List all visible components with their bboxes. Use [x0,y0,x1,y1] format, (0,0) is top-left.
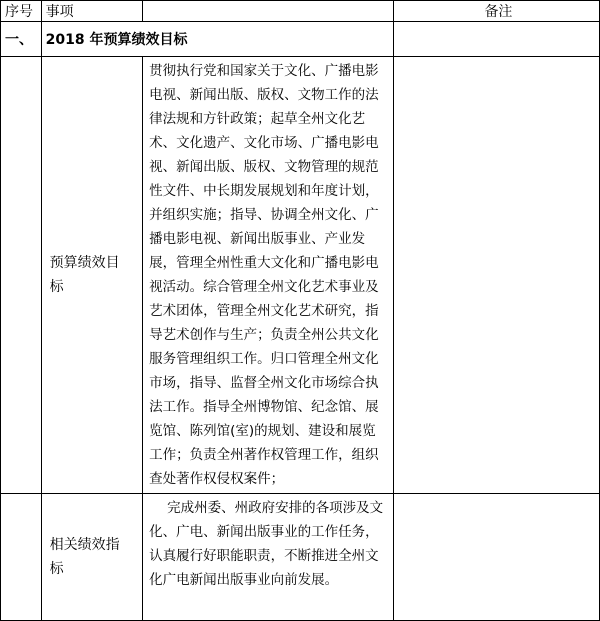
row-seq-blank [1,57,42,494]
section-row [1,22,600,57]
row-seq-blank [1,494,42,621]
header-content-blank [143,1,394,22]
row-note [393,57,599,494]
header-note: 备注 [393,1,599,22]
header-seq: 序号 [1,1,42,22]
table-header-row [1,1,600,22]
section-title: 2018 年预算绩效目标 [41,22,393,57]
table-row [1,57,600,494]
table-row [1,494,600,621]
section-seq: 一、 [1,22,42,57]
row-content: 贯彻执行党和国家关于文化、广播电影电视、新闻出版、版权、文物工作的法律法规和方针政策；起草全州文化艺术、文化遗产、文化市场、广播电影电视、新闻出版、版权、文物管理的规范性文件、中长期发展规划和年度计划，并组织实施；指导、协调全州文化、广播电影电视、新闻出版事业、产业发展，管理全州性重大文化和广播电影电视活动。综合管理全州文化艺术事业及艺术团体，管理全州文化艺术研究，指导艺术创作与生产；负责全州公共文化服务管理组织工作。归口管理全州文化市场，指导、监督全州文化市场综合执法工作。指导全州博物馆、纪念馆、展览馆、陈列馆(室)的规划、建设和展览工作；负责全州著作权管理工作，组织查处著作权侵权案件； [143,57,394,494]
row-content: 完成州委、州政府安排的各项涉及文化、广电、新闻出版事业的工作任务，认真履行好职能职责，不断推进全州文化广电新闻出版事业向前发展。 [143,494,394,621]
row-note [393,494,599,621]
section-note-blank [393,22,599,57]
row-label: 相关绩效指标 [41,494,143,621]
header-item: 事项 [41,1,143,22]
row-label: 预算绩效目标 [41,57,143,494]
